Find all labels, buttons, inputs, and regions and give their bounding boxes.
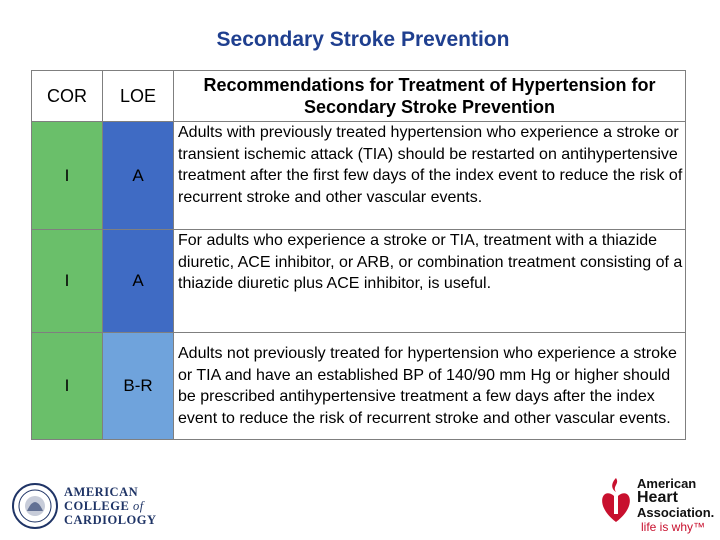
loe-cell: B-R <box>103 333 174 440</box>
table-row <box>32 230 686 333</box>
recommendation-header: Recommendations for Treatment of Hypertension for Secondary Stroke Prevention <box>174 71 686 122</box>
recommendation-table <box>31 70 686 440</box>
loe-header: LOE <box>103 71 174 122</box>
loe-cell: A <box>103 230 174 333</box>
recommendation-text: For adults who experience a stroke or TIA, treatment with a thiazide diuretic, ACE inhibitor, or ARB, or combination treatment consisting of a thiazide diuretic plus ACE inhibitor, is useful. <box>174 230 686 333</box>
loe-cell: A <box>103 122 174 230</box>
recommendation-text: Adults not previously treated for hypertension who experience a stroke or TIA and have an established BP of 140/90 mm Hg or higher should be prescribed antihypertensive treatment a few days after the index event to reduce the risk of recurrent stroke and other vascular events. <box>174 333 686 440</box>
acc-line-2: COLLEGE of <box>64 499 144 513</box>
table-row <box>32 122 686 230</box>
recommendation-text: Adults with previously treated hypertension who experience a stroke or transient ischemic attack (TIA) should be restarted on antihypertensive treatment after the first few days of the index event to reduce the risk of recurrent stroke and other vascular events. <box>174 122 686 230</box>
aha-wordmark: American Heart Association. <box>637 476 715 520</box>
cor-cell: I <box>32 333 103 440</box>
table-header-row <box>32 71 686 122</box>
acc-seal-icon <box>10 481 60 531</box>
aha-tagline: life is why™ <box>641 520 706 534</box>
acc-wordmark <box>64 485 157 527</box>
acc-line-3: CARDIOLOGY <box>64 513 157 527</box>
table-row <box>32 333 686 440</box>
cor-header: COR <box>32 71 103 122</box>
acc-line-1: AMERICAN <box>64 485 139 499</box>
cor-cell: I <box>32 122 103 230</box>
page-title: Secondary Stroke Prevention <box>216 28 510 51</box>
cor-cell: I <box>32 230 103 333</box>
